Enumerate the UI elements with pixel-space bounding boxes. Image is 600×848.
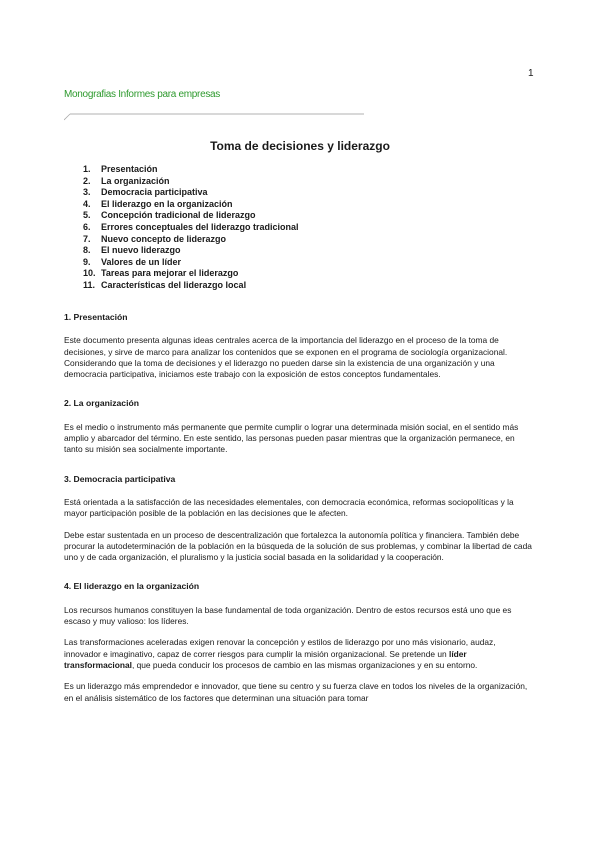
toc-item[interactable]: 8. El nuevo liderazgo [83,245,181,256]
toc-item[interactable]: 4. El liderazgo en la organización [83,198,233,209]
bold-term: líder transformacional [64,648,467,670]
paragraph: Es el medio o instrumento más permanente que permite cumplir o lograr una determinada misión social, en el sentido más amplio y abarcador del término. En este sentido, las personas pueden pasar mientras que la organización permanece, en tanto su misión sea socialmente importante. [64,421,519,455]
header-divider [64,112,364,122]
section-heading: 4. El liderazgo en la organización [64,581,200,592]
document-body [64,312,534,722]
section-heading: 3. Democracia participativa [64,473,176,484]
paragraph: Este documento presenta algunas ideas centrales acerca de la importancia del liderazgo en el proceso de la toma de decisiones, y sirve de marco para analizar los contenidos que se exponen en el programa de sociología organizacional. Considerando que la toma de decisiones y el liderazgo no pueden darse sin la existencia de una organización y una democracia participativa, iniciamos este trabajo con la exposición de estos conceptos fundamentales. [64,335,508,380]
toc-item[interactable]: 9. Valores de un líder [83,256,182,267]
paragraph: Las transformaciones aceleradas exigen renovar la concepción y estilos de liderazgo por uno más visionario, audaz, innovador e imaginativo, capaz de correr riesgos para cumplir la misión organizacional. Se pretende un líder transformacional, que pueda conducir los procesos de cambio en las mismas organizaciones y en su entorno. [64,637,496,670]
toc-item[interactable]: 7. Nuevo concepto de liderazgo [83,233,227,244]
paragraph: Los recursos humanos constituyen la base fundamental de toda organización. Dentro de estos recursos está uno que es escaso y muy valioso: los líderes. [64,604,512,627]
section-democracia-participativa [64,474,534,564]
document-title: Toma de decisiones y liderazgo [210,139,390,153]
paragraph: Debe estar sustentada en un proceso de descentralización que fortalezca la autonomía política y financiera. También debe procurar la autodeterminación de la población en la búsqueda de la solución de sus problemas, y combinar la libertad de cada uno y de cada organización, el pluralismo y la justicia social basada en la solidaridad y la cooperación. [64,529,532,563]
toc-item[interactable]: 10. Tareas para mejorar el liderazgo [83,268,239,279]
section-heading: 2. La organización [64,398,139,409]
header-brand-logo[interactable]: Monografias Informes para empresas [64,89,220,100]
toc-item[interactable]: 3. Democracia participativa [83,187,208,198]
table-of-contents [83,164,299,292]
toc-item[interactable]: 11. Características del liderazgo local [83,279,247,290]
toc-item[interactable]: 1. Presentación [83,164,158,174]
section-heading: 1. Presentación [64,312,128,322]
toc-item[interactable]: 5. Concepción tradicional de liderazgo [83,210,256,221]
paragraph: Está orientada a la satisfacción de las necesidades elementales, con democracia económica, reformas sociopolíticas y la mayor participación posible de la población en las decisiones que le afecten. [64,496,514,519]
paragraph: Es un liderazgo más emprendedor e innovador, que tiene su centro y su fuerza clave en todos los niveles de la organización, en el análisis sistemático de los factores que determinan una situación para tomar [64,681,528,703]
section-la-organizacion [64,398,534,455]
toc-item[interactable]: 2. La organización [83,175,170,186]
section-liderazgo-organizacion [64,581,534,703]
page-number: 1 [528,68,534,79]
toc-item[interactable]: 6. Errores conceptuales del liderazgo tradicional [83,221,299,232]
section-presentacion [64,312,534,380]
